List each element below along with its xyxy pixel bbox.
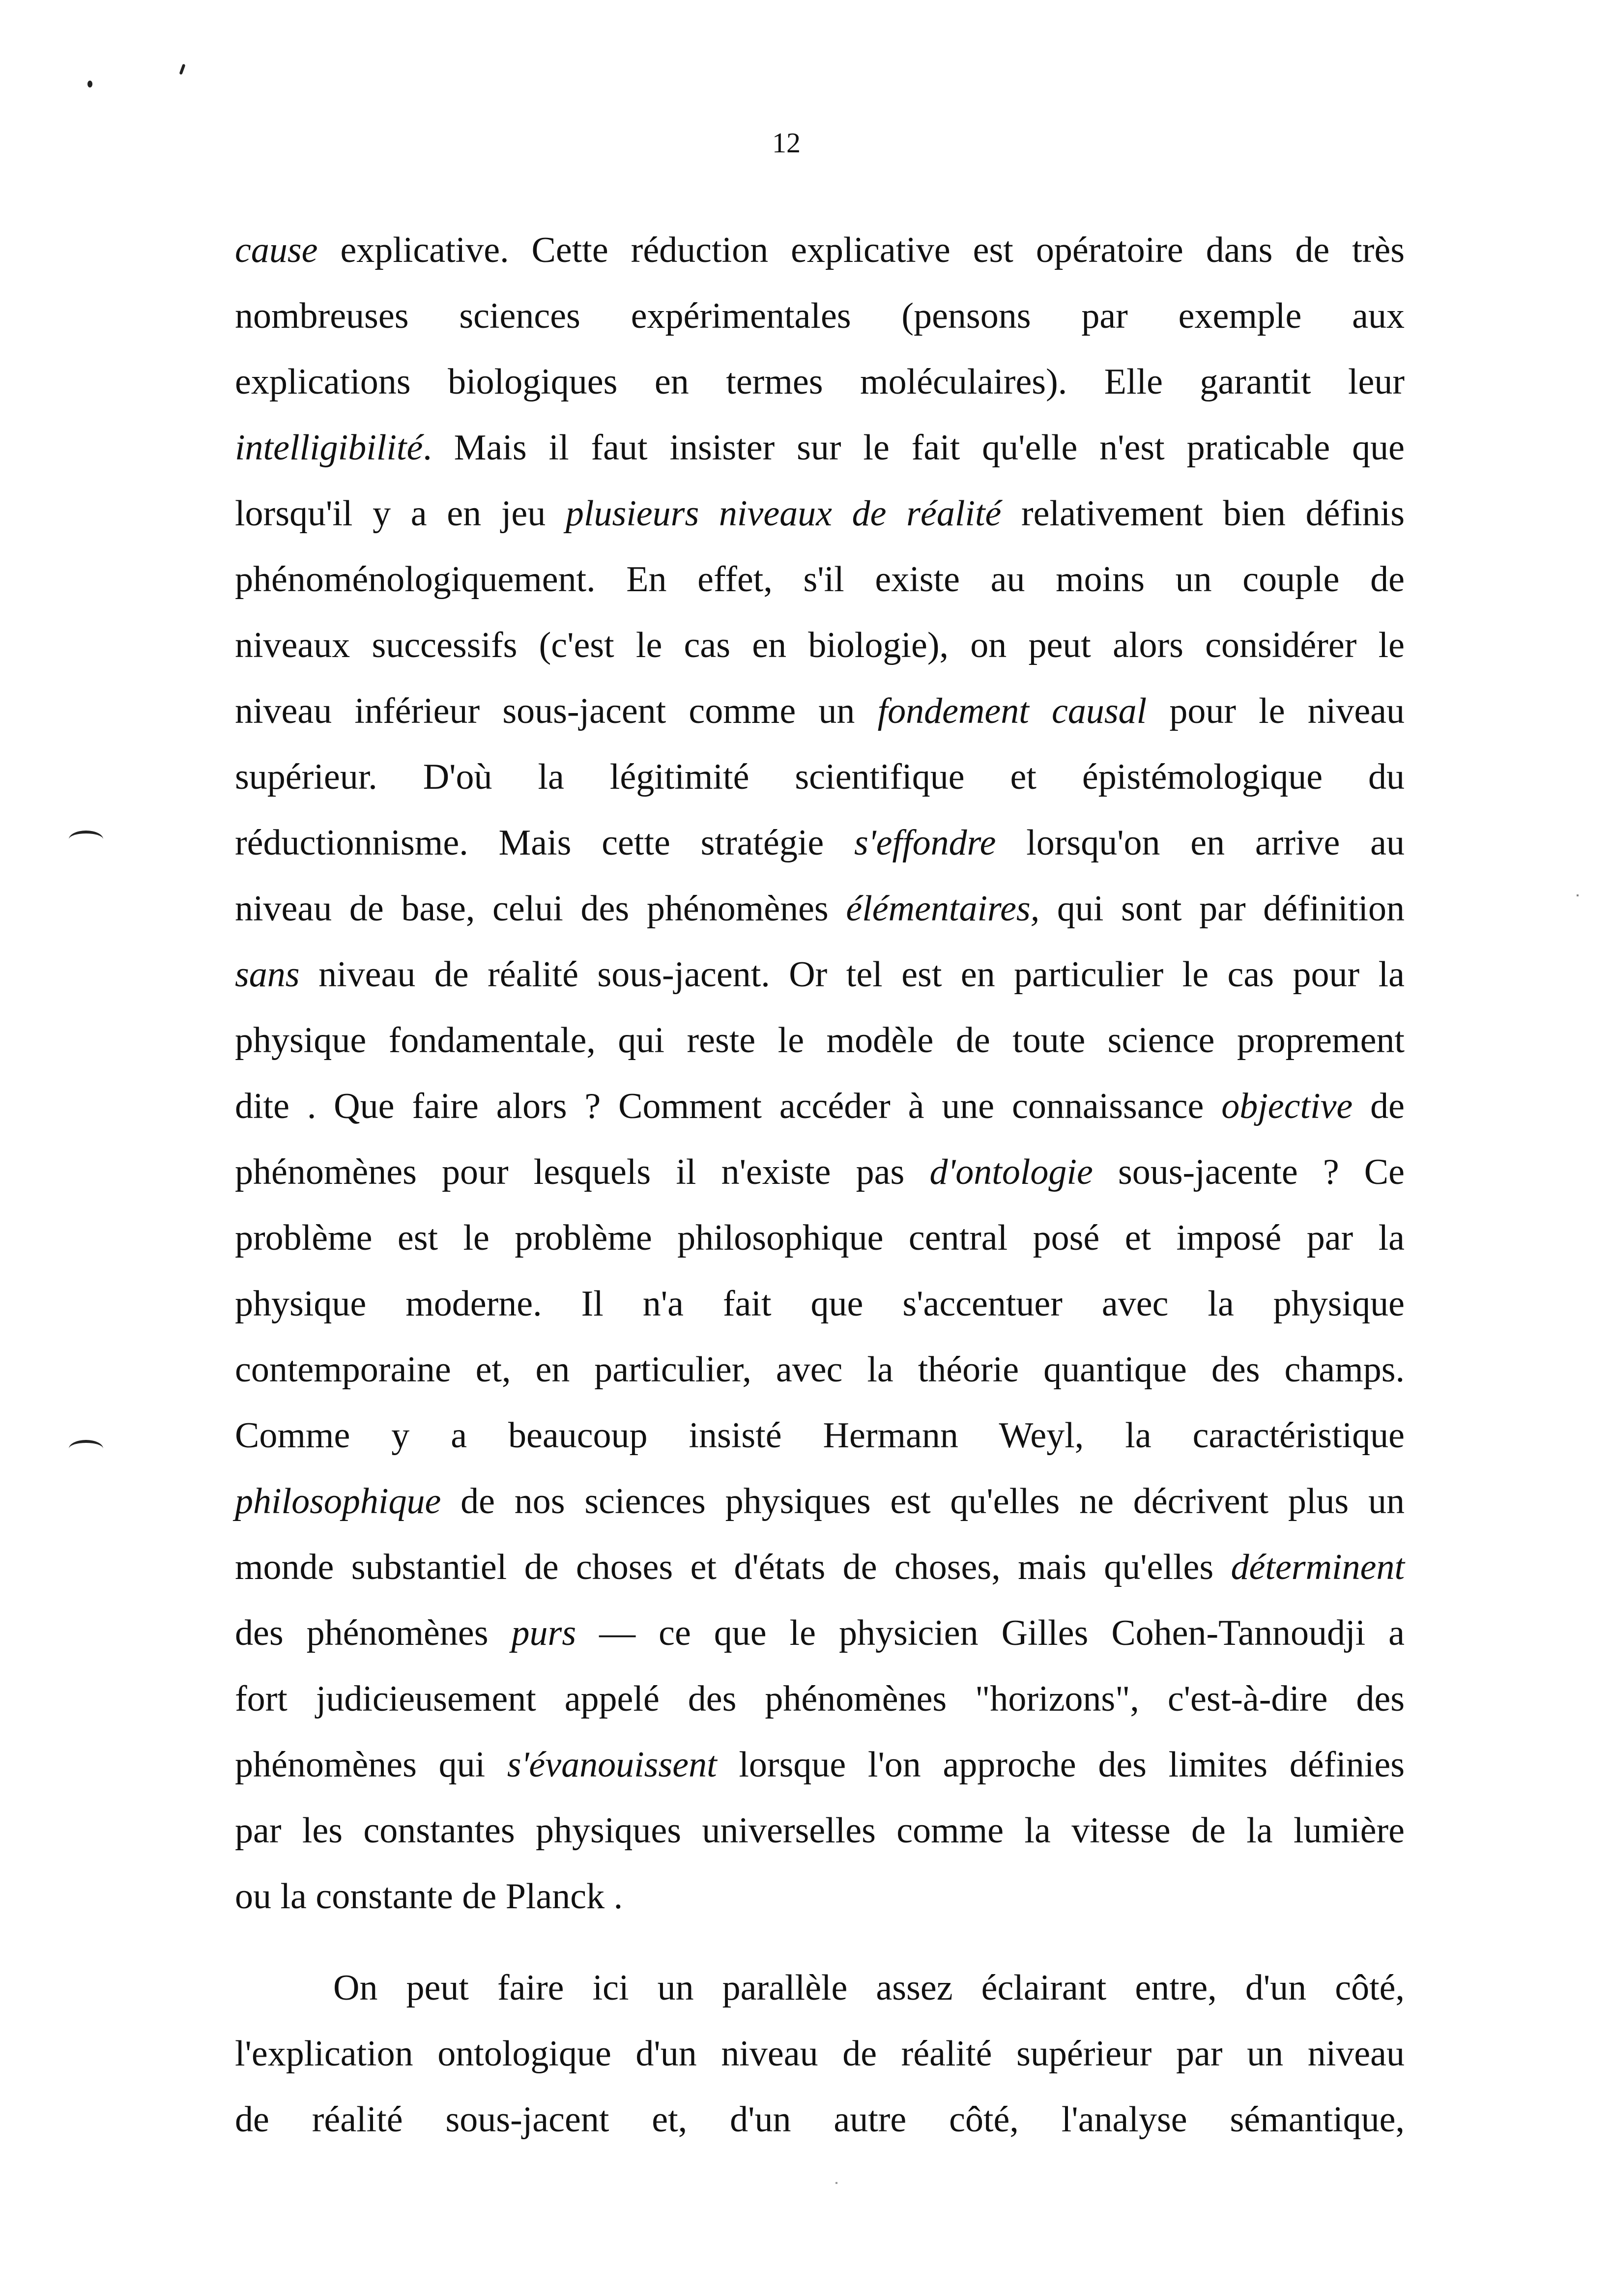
text-run: ou la constante de Planck . — [235, 1876, 623, 1917]
text-run: niveau inférieur sous-jacent comme un — [235, 691, 878, 731]
text-run: sous-jacente ? Ce — [1093, 1152, 1405, 1192]
text-run: l'explication ontologique d'un niveau de réalité supérieur par un niveau — [235, 2034, 1405, 2074]
italic-text: plusieurs niveaux de réalité — [565, 493, 1002, 534]
italic-text: élémentaires, — [846, 889, 1040, 929]
scan-speck — [87, 81, 92, 87]
scan-speck — [179, 64, 185, 75]
italic-text: s'effondre — [854, 823, 996, 863]
text-line — [235, 744, 1405, 810]
text-line — [235, 1073, 1405, 1139]
italic-text: fondement causal — [877, 691, 1147, 731]
text-run: Comme y a beaucoup insisté Hermann Weyl, la caractéristique — [235, 1415, 1405, 1456]
italic-text: intelligibilité — [235, 428, 423, 468]
body-text — [235, 217, 1405, 2152]
paragraph-first-line — [235, 1955, 1405, 2021]
italic-text: s'évanouissent — [507, 1745, 717, 1785]
italic-text: cause — [235, 230, 318, 270]
text-run: niveau de réalité sous-jacent. Or tel est en particulier le cas pour la — [299, 954, 1405, 995]
scan-speck — [1577, 894, 1579, 896]
text-run: niveaux successifs (c'est le cas en biologie), on peut alors considérer le — [235, 625, 1405, 665]
text-line — [235, 1534, 1405, 1600]
text-run: par les constantes physiques universelles comme la vitesse de la lumière — [235, 1810, 1405, 1851]
text-line — [235, 612, 1405, 678]
text-run: relativement bien définis — [1001, 493, 1405, 534]
text-run: de nos sciences physiques est qu'elles ne décrivent plus un — [441, 1481, 1405, 1521]
text-line — [235, 349, 1405, 415]
margin-mark — [69, 1440, 103, 1458]
text-run: lorsqu'on en arrive au — [996, 823, 1405, 863]
text-line — [235, 546, 1405, 612]
text-run: pour le niveau — [1147, 691, 1405, 731]
text-line — [235, 2087, 1405, 2152]
text-run: réductionnisme. Mais cette stratégie — [235, 823, 854, 863]
text-line — [235, 217, 1405, 283]
text-run: nombreuses sciences expérimentales (pensons par exemple aux — [235, 296, 1405, 336]
italic-text: philosophique — [235, 1481, 441, 1521]
text-run: physique fondamentale, qui reste le modèle de toute science proprement — [235, 1020, 1405, 1061]
text-line — [235, 876, 1405, 942]
text-run: phénomènes qui — [235, 1745, 507, 1785]
text-run: phénoménologiquement. En effet, s'il existe au moins un couple de — [235, 559, 1405, 600]
text-run: monde substantiel de choses et d'états de choses, mais qu'elles — [235, 1547, 1231, 1587]
italic-text: déterminent — [1231, 1547, 1405, 1587]
text-run: niveau de base, celui des phénomènes — [235, 889, 846, 929]
italic-text: d'ontologie — [929, 1152, 1093, 1192]
text-line — [235, 810, 1405, 876]
text-run: . Mais il faut insister sur le fait qu'elle n'est praticable que — [423, 428, 1405, 468]
scan-speck — [835, 2182, 837, 2184]
text-run: lorsque l'on approche des limites définies — [717, 1745, 1405, 1785]
text-line — [235, 1600, 1405, 1666]
text-line — [235, 415, 1405, 481]
text-run: de — [1353, 1086, 1405, 1126]
text-run: contemporaine et, en particulier, avec la théorie quantique des champs. — [235, 1349, 1405, 1390]
text-line — [235, 1403, 1405, 1468]
text-run: explicative. Cette réduction explicative est opératoire dans de très — [317, 230, 1405, 270]
text-line — [235, 1468, 1405, 1534]
text-run: — ce que le physicien Gilles Cohen-Tannoudji a — [576, 1613, 1405, 1653]
text-run: problème est le problème philosophique central posé et imposé par la — [235, 1218, 1405, 1258]
text-line — [235, 2021, 1405, 2087]
text-line — [235, 283, 1405, 349]
text-run: physique moderne. Il n'a fait que s'accentuer avec la physique — [235, 1284, 1405, 1324]
text-run: de réalité sous-jacent et, d'un autre côté, l'analyse sémantique, — [235, 2099, 1405, 2140]
italic-text: objective — [1221, 1086, 1353, 1126]
text-run: On peut faire ici un parallèle assez éclairant entre, d'un côté, — [333, 1968, 1405, 2008]
text-run: fort judicieusement appelé des phénomènes "horizons", c'est-à-dire des — [235, 1679, 1405, 1719]
margin-mark — [69, 831, 103, 848]
text-line — [235, 1666, 1405, 1732]
text-line — [235, 1732, 1405, 1798]
text-line — [235, 1864, 1405, 1929]
text-run: des phénomènes — [235, 1613, 512, 1653]
text-line — [235, 1205, 1405, 1271]
text-line — [235, 1337, 1405, 1403]
text-line — [235, 1139, 1405, 1205]
text-line — [235, 1271, 1405, 1337]
text-line — [235, 678, 1405, 744]
italic-text: sans — [235, 954, 300, 995]
text-line — [235, 1798, 1405, 1864]
text-run: lorsqu'il y a en jeu — [235, 493, 566, 534]
text-run: qui sont par définition — [1039, 889, 1405, 929]
text-run: explications biologiques en termes moléculaires). Elle garantit leur — [235, 362, 1405, 402]
text-line — [235, 942, 1405, 1007]
text-line — [235, 1007, 1405, 1073]
italic-text: purs — [511, 1613, 576, 1653]
text-run: phénomènes pour lesquels il n'existe pas — [235, 1152, 930, 1192]
page-number: 12 — [772, 127, 801, 159]
text-run: supérieur. D'où la légitimité scientifique et épistémologique du — [235, 757, 1405, 797]
text-run: dite . Que faire alors ? Comment accéder à une connaissance — [235, 1086, 1222, 1126]
text-line — [235, 481, 1405, 546]
